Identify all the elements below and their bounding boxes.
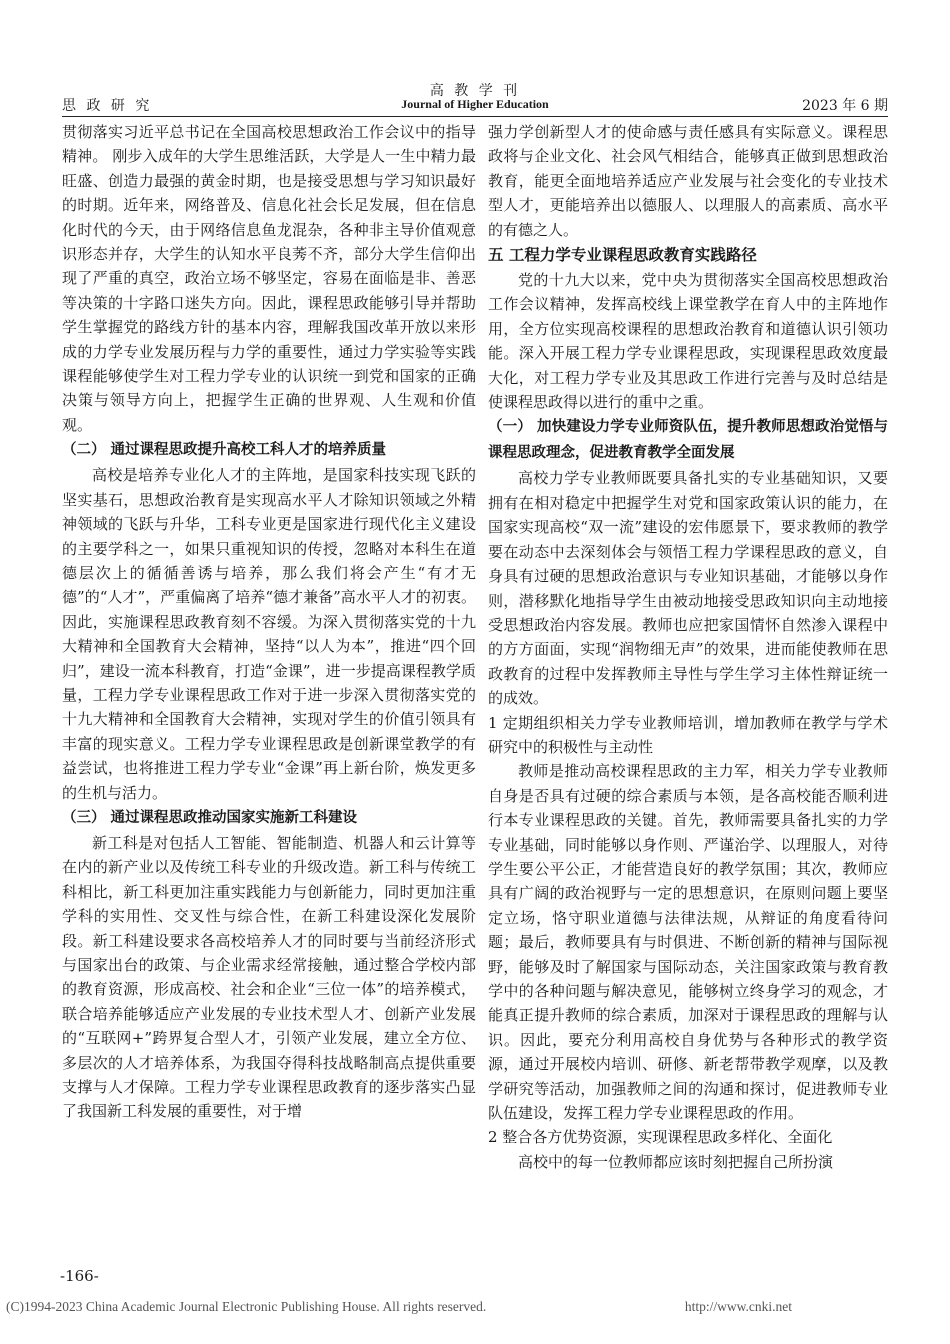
subsection-heading: 2 整合各方优势资源，实现课程思政多样化、全面化: [488, 1128, 833, 1147]
footer-copyright: (C)1994-2023 China Academic Journal Electronic Publishing House. All rights reserved.: [6, 1299, 487, 1314]
header-section: 思 政 研 究: [62, 98, 153, 114]
header-journal-en: Journal of Higher Education: [401, 97, 549, 111]
right-column: [488, 120, 888, 1174]
section-heading: （一） 加快建设力学专业师资队伍，提升教师思想政治觉悟与课程思政理念，促进教育教学全面发展: [488, 419, 888, 462]
section-heading: 五 工程力学专业课程思政教育实践路径: [488, 246, 757, 265]
paragraph: 高校力学专业教师既要具备扎实的专业基础知识，又要拥有在相对稳定中把握学生对党和国家政策认识的能力，在国家实现高校“双一流”建设的宏伟愿景下，要求教师的教学要在动态中去深刻体会与领悟工程力学课程思政的意义，自身具有过硬的思想政治意识与专业知识基础，才能够以身作则，潜移默化地指导学生由被动地接受思政知识向主动地接受思想政治内容发展。教师也应把家国情怀自然渗入课程中的方方面面，实现“润物细无声”的效果，进而能使教师在思政教育的过程中发挥教师主导性与学生学习主体性辩证统一的成效。: [488, 469, 888, 708]
subsection-heading: 1 定期组织相关力学专业教师培训，增加教师在教学与学术研究中的积极性与主动性: [488, 713, 888, 756]
section-heading: （三） 通过课程思政推动国家实施新工科建设: [62, 809, 358, 826]
section-heading: （二） 通过课程思政提升高校工科人才的培养质量: [62, 442, 387, 459]
paragraph: 新工科是对包括人工智能、智能制造、机器人和云计算等在内的新产业以及传统工科专业的升级改造。新工科与传统工科相比，新工科更加注重实践能力与创新能力，同时更加注重学科的实用性、交叉性与综合性，在新工科建设深化发展阶段。新工科建设要求各高校培养人才的同时要与当前经济形式与国家出台的政策、与企业需求经常接触，通过整合学校内部的教育资源，形成高校、社会和企业“三位一体”的培养模式，联合培养能够适应产业发展的专业技术型人才、创新产业发展的“互联网+”跨界复合型人才，引领产业发展，建立全方位、多层次的人才培养体系，为我国夺得科技战略制高点提供重要支撑与人才保障。工程力学专业课程思政教育的逐步落实凸显了我国新工科发展的重要性，对于增: [62, 833, 476, 1121]
paragraph: 高校中的每一位教师都应该时刻把握自己所扮演: [518, 1152, 834, 1171]
left-column: [62, 120, 476, 1124]
paragraph: 高校是培养专业化人才的主阵地，是国家科技实现飞跃的坚实基石，思想政治教育是实现高水平人才除知识领域之外精神领域的飞跃与升华，工科专业更是国家进行现代化主义建设的主要学科之一，如果只重视知识的传授，忽略对本科生在道德层次上的循循善诱与培养，那么我们将会产生“有才无德”的“人才”，严重偏离了培养“德才兼备”高水平人才的初衷。因此，实施课程思政教育刻不容缓。为深入贯彻落实党的十九大精神和全国教育大会精神，坚持“以人为本”，推进“四个回归”，建设一流本科教育，打造“金课”，进一步提高课程教学质量，工程力学专业课程思政工作对于进一步深入贯彻落实党的十九大精神和全国教育大会精神，实现对学生的价值引领具有丰富的现实意义。工程力学专业课程思政是创新课堂教学的有益尝试，也将推进工程力学专业“金课”再上新台阶，焕发更多的生机与活力。: [62, 466, 476, 802]
paragraph: 党的十九大以来，党中央为贯彻落实全国高校思想政治工作会议精神，发挥高校线上课堂教学在育人中的主阵地作用，全方位实现高校课程的思想政治教育和道德认识引领功能。深入开展工程力学专业课程思政，实现课程思政效度最大化，对工程力学专业及其思政工作进行完善与及时总结是使课程思政得以进行的重中之重。: [488, 271, 888, 412]
paragraph: 强力学创新型人才的使命感与责任感具有实际意义。课程思政将与企业文化、社会风气相结合，能够真正做到思想政治教育，能更全面地培养适应产业发展与社会变化的专业技术型人才，更能培养出以德服人、以理服人的高素质、高水平的有德之人。: [488, 123, 888, 239]
page-number: -166-: [60, 1267, 99, 1285]
paragraph: 贯彻落实习近平总书记在全国高校思想政治工作会议中的指导精神。 刚步入成年的大学生思维活跃，大学是人一生中精力最旺盛、创造力最强的黄金时期，也是接受思想与学习知识最好的时期。近年来，网络普及、信息化社会长足发展，但在信息化时代的今天，由于网络信息鱼龙混杂，各种非主导价值观意识形态并存，大学生的认知水平良莠不齐，部分大学生信仰出现了严重的真空，政治立场不够坚定，容易在面临是非、善恶等决策的十字路口迷失方向。因此，课程思政能够引导并帮助学生掌握党的路线方针的基本内容，理解我国改革开放以来形成的力学专业发展历程与力学的重要性，通过力学实验等实践课程能够使学生对工程力学专业的认识统一到党和国家的正确决策与领导方向上，把握学生正确的世界观、人生观和价值观。: [62, 123, 476, 434]
footer-url[interactable]: http://www.cnki.net: [684, 1299, 792, 1314]
header-journal-cn: 高 教 学 刊: [429, 83, 521, 99]
paragraph: 教师是推动高校课程思政的主力军，相关力学专业教师自身是否具有过硬的综合素质与本领，是各高校能否顺利进行本专业课程思政的关键。首先，教师需要具备扎实的力学专业基础，同时能够以身作则、严谨治学、以理服人，对待学生要公平公正，才能营造良好的教学氛围；其次，教师应具有广阔的政治视野与一定的思想意识，在原则问题上要坚定立场，恪守职业道德与法律法规，从辩证的角度看待问题；最后，教师要具有与时俱进、不断创新的精神与国际视野，能够及时了解国家与国际动态，关注国家政策与教育教学中的各种问题与解决意见，能够树立终身学习的观念，才能真正提升教师的综合素质，加深对于课程思政的理解与认识。因此，要充分利用高校自身优势与各种形式的教学资源，通过开展校内培训、研修、新老帮带教学观摩，以及教学研究等活动，加强教师之间的沟通和探讨，促进教师专业队伍建设，发挥工程力学专业课程思政的作用。: [488, 762, 888, 1123]
header-rule: [62, 116, 888, 117]
header-issue: 2023 年 6 期: [802, 98, 888, 114]
